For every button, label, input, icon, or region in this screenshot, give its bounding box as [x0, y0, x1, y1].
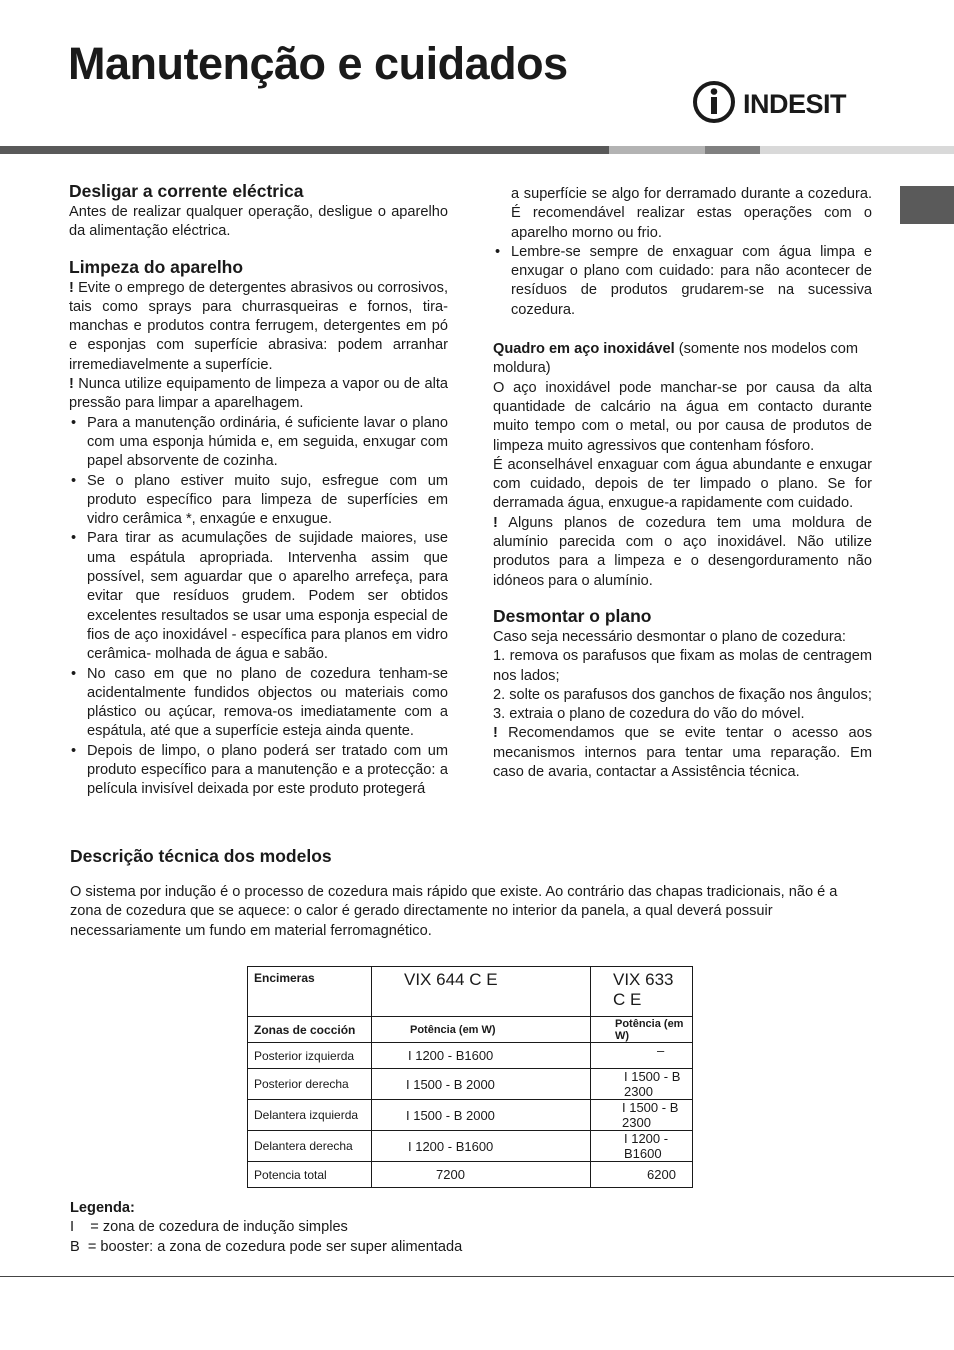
table-row [248, 1069, 693, 1100]
steel-text-1: O aço inoxidável pode manchar-se por causa da alta quantidade de calcário na água em contacto durante muito tempo com o metal, ou por causa de produtos de limpeza muito agressivos que contenham fósforo. [493, 379, 872, 454]
warning-icon: ! [69, 279, 74, 296]
brand-wordmark: INDESIT [743, 89, 847, 119]
table-row [248, 1162, 693, 1188]
table-header-row [248, 967, 693, 1017]
power-cell: I 1200 - B1600 [372, 1131, 591, 1162]
header-bar-dark [0, 146, 609, 154]
zones-label: Zonas de cocción [248, 1017, 372, 1043]
zone-cell: Potencia total [248, 1162, 372, 1188]
continuation-text: a superfície se algo for derramado durante a cozedura. É recomendável realizar estas operações com o aparelho morno ou frio. [511, 186, 872, 241]
cleaning-list [69, 414, 448, 800]
power-cell: – [591, 1043, 693, 1069]
legend-line-booster: B = booster: a zona de cozedura pode ser super alimentada [70, 1238, 463, 1255]
dismount-intro: Caso seja necessário desmontar o plano de cozedura: [493, 628, 846, 645]
power-cell: I 1200 - B1600 [372, 1043, 591, 1069]
list-item: • Lembre-se sempre de enxaguar com água limpa e enxugar o plano com cuidado: para não acontecer de resíduos de produtos grudarem-se na sucessiva cozedura. [493, 243, 872, 320]
table-row [248, 1100, 693, 1131]
legend-line-induction: I = zona de cozedura de indução simples [70, 1219, 348, 1236]
steel-heading: Quadro em aço inoxidável (somente nos modelos com moldura) [493, 341, 858, 377]
model-1: VIX 644 C E [372, 967, 591, 1017]
list-item: • Para a manutenção ordinária, é suficiente lavar o plano com uma esponja húmida e, em seguida, enxugar com papel absorvente de cozinha. [69, 414, 448, 472]
total-cell: 6200 [591, 1162, 693, 1188]
zone-cell: Posterior derecha [248, 1069, 372, 1100]
power-heading: Desligar a corrente eléctrica [69, 181, 304, 201]
zone-cell: Delantera derecha [248, 1131, 372, 1162]
power-cell: I 1500 - B 2000 [372, 1069, 591, 1100]
legend [70, 1199, 462, 1257]
warning-icon: ! [493, 725, 498, 742]
zone-cell: Posterior izquierda [248, 1043, 372, 1069]
dismount-step-1: 1. remova os parafusos que fixam as molas de centragem nos lados; [493, 648, 872, 684]
footer-rule [0, 1276, 954, 1277]
power-cell: I 1500 - B 2300 [591, 1069, 693, 1100]
language-tab [900, 186, 954, 224]
dismount-step-2: 2. solte os parafusos dos ganchos de fixação nos ângulos; [493, 686, 872, 703]
power-label-1: Potência (em W) [372, 1017, 591, 1043]
header-bar-accent [705, 146, 760, 154]
dismount-step-3: 3. extraia o plano de cozedura do vão do móvel. [493, 706, 805, 723]
cleaning-heading: Limpeza do aparelho [69, 256, 244, 277]
zone-cell: Delantera izquierda [248, 1100, 372, 1131]
power-cell: I 1500 - B 2000 [372, 1100, 591, 1131]
table-row [248, 1043, 693, 1069]
warning-icon: ! [69, 376, 74, 393]
header-bar-mid [609, 146, 705, 154]
power-cell: I 1200 - B1600 [591, 1131, 693, 1162]
table-corner: Encimeras [248, 967, 372, 1017]
list-item: • No caso em que no plano de cozedura tenham-se acidentalmente fundidos objectos ou materiais como plástico ou açúcar, remova-os imediatamente com a espátula, até que a superfície esteja ainda quente. [69, 665, 448, 742]
warning-icon: ! [493, 514, 498, 531]
desc-text: O sistema por indução é o processo de cozedura mais rápido que existe. Ao contrário das chapas tradicionais, não é a zona de cozedura que se aquece: o calor é gerado directamente no interior da panela, a qual deverá possuir necessariamente um fundo em material ferromagnético. [70, 884, 838, 939]
left-column [69, 181, 448, 800]
table-row [248, 1131, 693, 1162]
list-item: • Para tirar as acumulações de sujidade maiores, use uma espátula apropriada. Intervenha assim que possível, sem aguardar que o aparelho arrefeça, para evitar que resíduos grudem. Podem ser obtidos excelentes resultados se usar uma esponja especial de fios de aço inoxidável - específica para planos em vidro cerâmica- molhada de água e sabão. [69, 529, 448, 664]
right-column [493, 185, 872, 782]
page-title: Manutenção e cuidados [68, 38, 568, 89]
cleaning-warning-2: ! Nunca utilize equipamento de limpeza a vapor ou de alta pressão para limpar a aparelhagem. [69, 376, 448, 412]
power-text: Antes de realizar qualquer operação, desligue o aparelho da alimentação eléctrica. [69, 204, 448, 240]
indesit-logo [690, 76, 870, 128]
dismount-warning: ! Recomendamos que se evite tentar o acesso aos mecanismos internos para tentar uma reparação. Em caso de avaria, contactar a Assistência técnica. [493, 725, 872, 781]
table-subheader-row [248, 1017, 693, 1043]
model-2: VIX 633 C E [591, 967, 693, 1017]
list-item: • Se o plano estiver muito sujo, esfregue com um produto específico para limpeza de superfícies em vidro cerâmica *, enxagúe e enxugue. [69, 472, 448, 530]
power-label-2: Potência (em W) [591, 1017, 693, 1043]
steel-warning: ! Alguns planos de cozedura tem uma moldura de alumínio parecida com o aço inoxidável. Não utilize produtos para a limpeza e o desengorduramento não idóneos para o alumínio. [493, 514, 873, 589]
total-cell: 7200 [372, 1162, 591, 1188]
cleaning-warning-1: ! Evite o emprego de detergentes abrasivos ou corrosivos, tais como sprays para churrasqueiras e fornos, tira-manchas e produtos contra ferrugem, detergentes em pó e esponjas com superfície abrasiva: podem arranhar irremediavelmente a superfície. [69, 279, 448, 373]
rinse-list [493, 243, 872, 320]
list-item: • Depois de limpo, o plano poderá ser tratado com um produto específico para a manutenção e a protecção: a película invisível deixada por este produto protegerá [69, 742, 448, 800]
dismount-heading: Desmontar o plano [493, 605, 652, 626]
legend-title: Legenda: [70, 1200, 135, 1216]
header-bar-light [760, 146, 954, 154]
steel-text-2: É aconselhável enxaguar com água abundante e enxugar com cuidado, depois de ter limpado o plano. Se for derramada água, enxugue-a rapidamente com cuidado. [493, 456, 872, 512]
power-cell: I 1500 - B 2300 [591, 1100, 693, 1131]
spec-table [247, 966, 693, 1188]
desc-heading: Descrição técnica dos modelos [70, 846, 332, 866]
